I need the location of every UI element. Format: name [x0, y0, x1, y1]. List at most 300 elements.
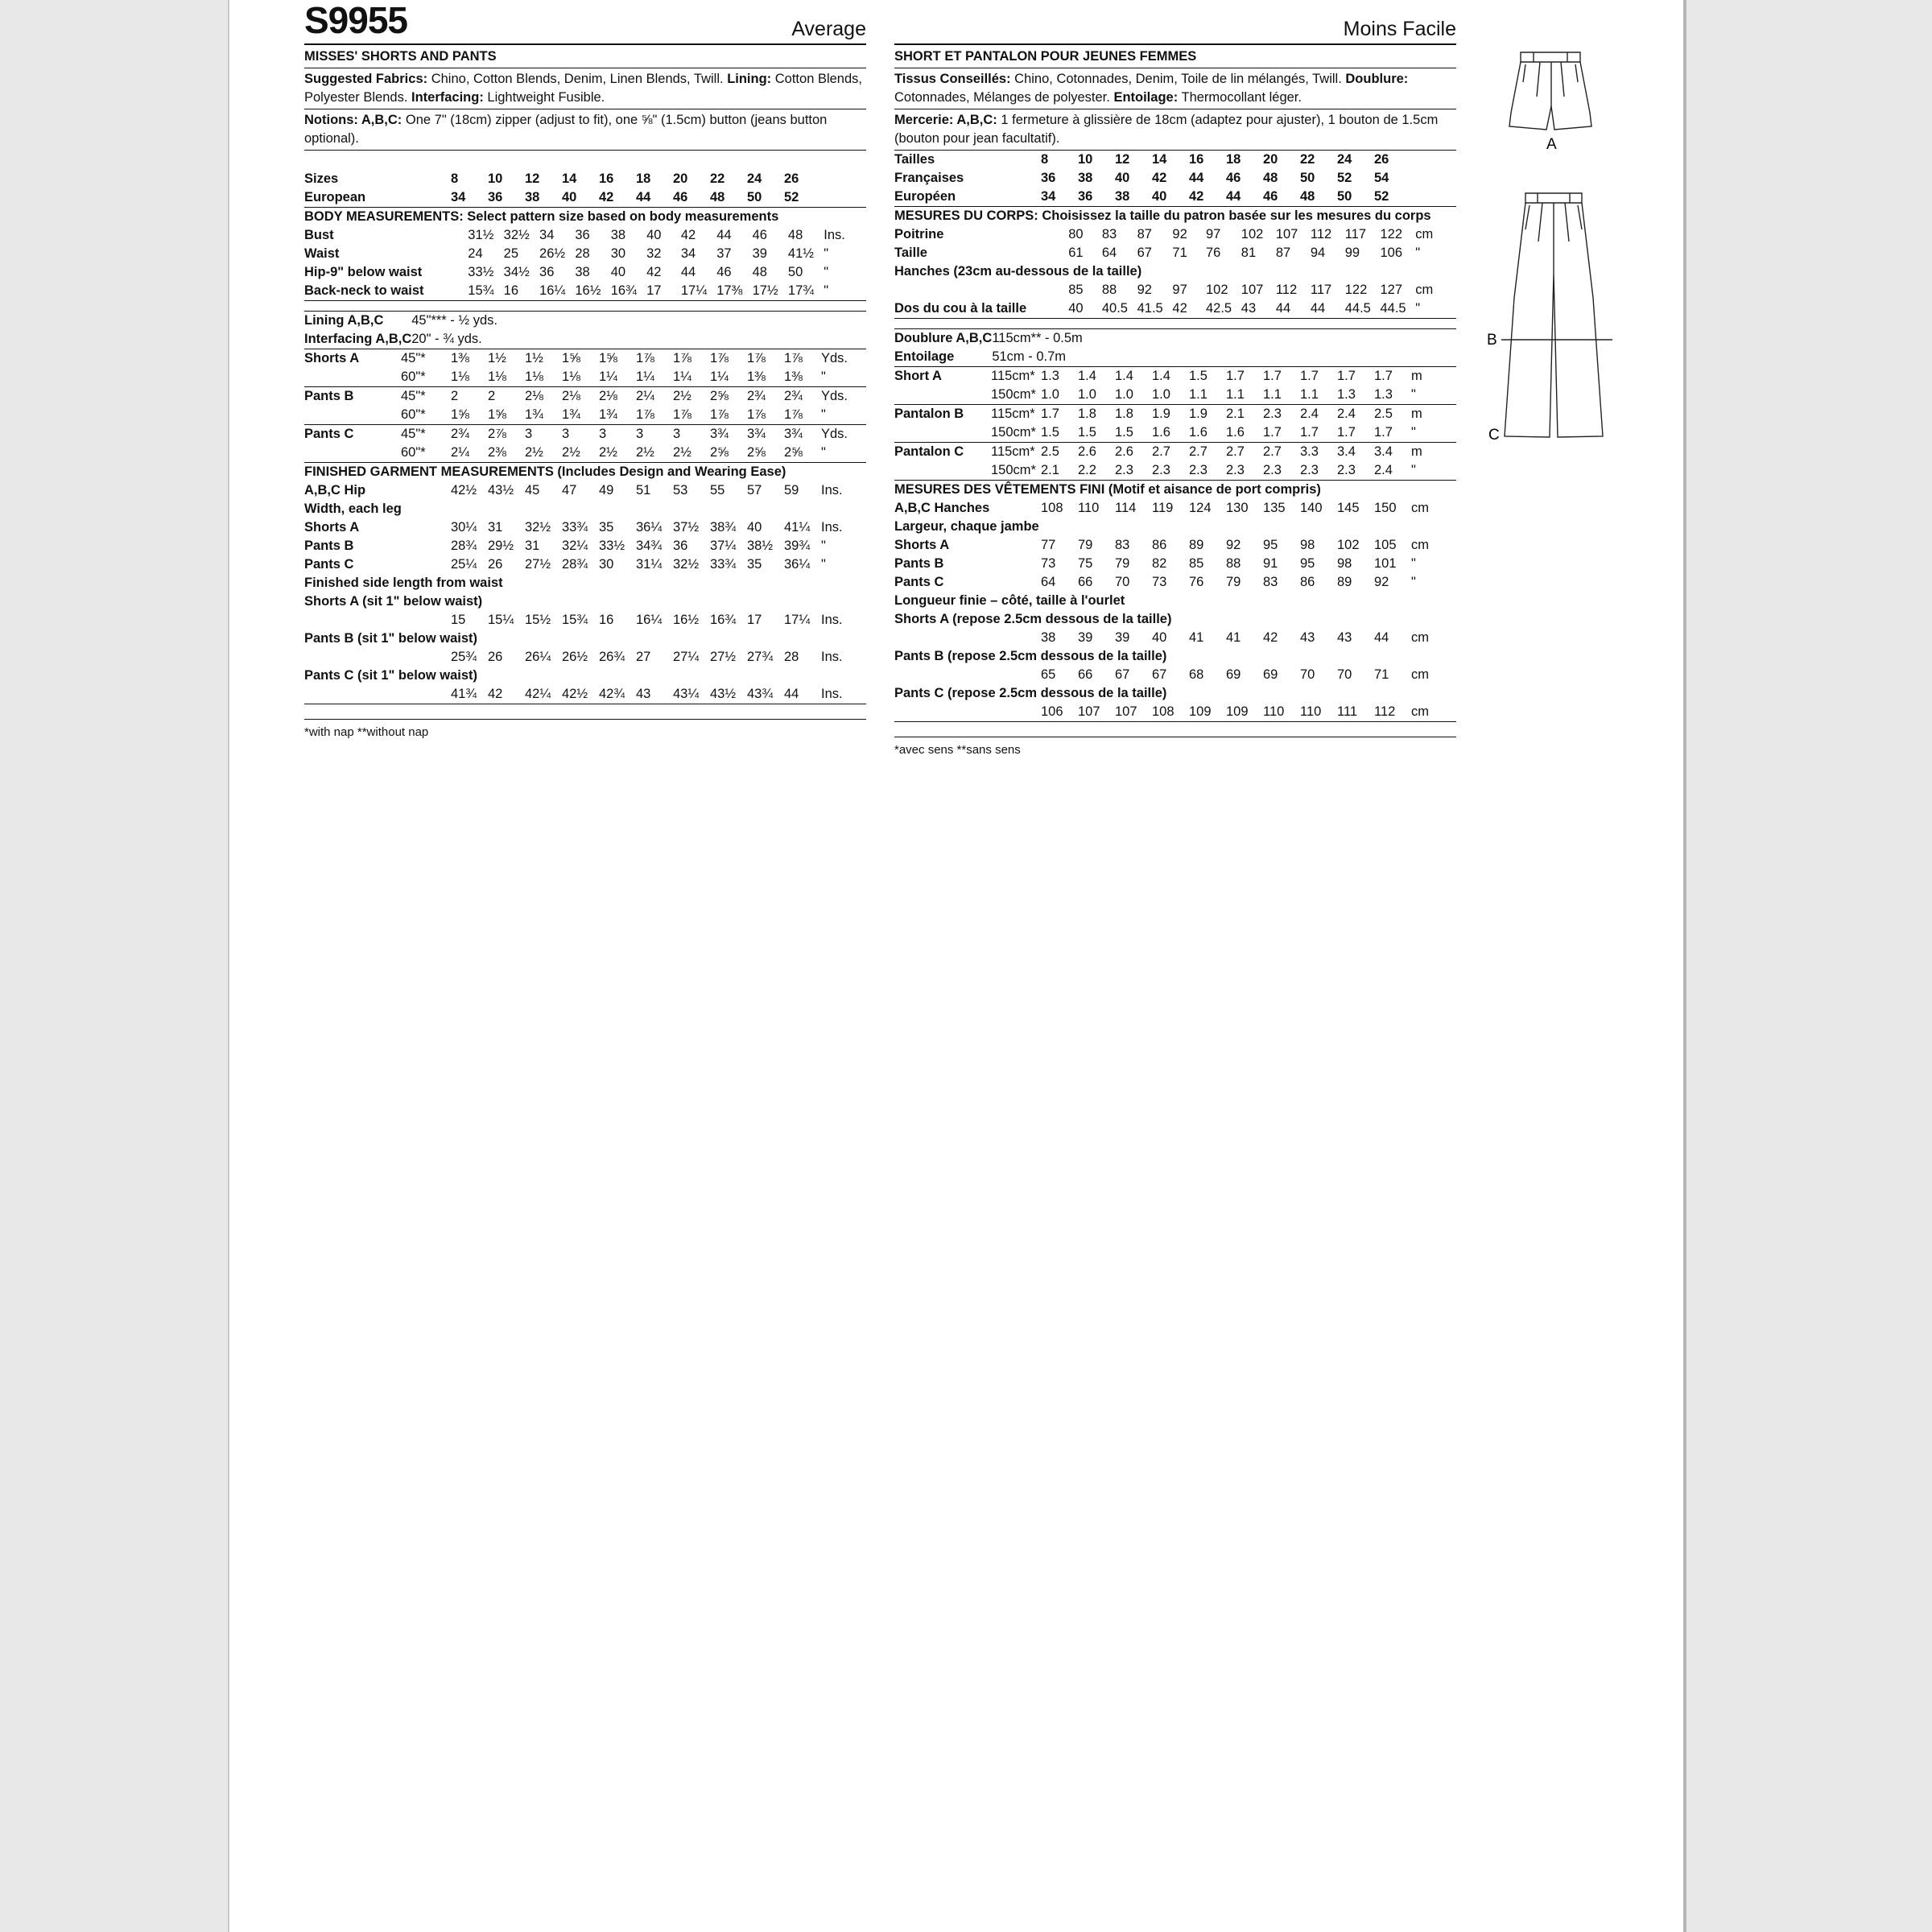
table-cell: 1⅞: [747, 351, 766, 365]
measurement-table: [894, 328, 1456, 366]
table-cell: 1½: [525, 351, 543, 365]
garment-title: MISSES' SHORTS AND PANTS: [304, 45, 866, 68]
table-cell: 32½: [525, 520, 551, 535]
table-cell: 1¾: [599, 407, 617, 422]
table-cell: 2⅜: [488, 445, 506, 460]
table-cell: 2.6: [1115, 444, 1133, 459]
table-cell: 26: [488, 650, 503, 664]
table-cell: 107: [1078, 704, 1100, 719]
table-cell: 135: [1263, 501, 1286, 515]
table-cell: 2.6: [1078, 444, 1096, 459]
view-a-label: A: [1546, 136, 1557, 153]
table-cell: 36: [488, 190, 503, 204]
table-cell: 38: [610, 228, 626, 242]
table-cell: 2.3: [1263, 463, 1282, 477]
table-cell: 110: [1078, 501, 1100, 515]
table-cell: 99: [1344, 246, 1360, 260]
table-cell: 43: [1300, 630, 1315, 645]
table-row: 60"* 1⅝ 1⅝ 1¾ 1¾ 1¾ 1⅞ 1⅞ 1⅞ 1⅞ 1⅞ ": [304, 406, 866, 424]
table-cell: 1⅜: [747, 369, 766, 384]
table-row: A,B,C Hip 42½ 43½ 45 47 49 51 53 55 57 59 Ins.: [304, 481, 866, 500]
row-label: [894, 281, 1026, 299]
table-cell: 20: [673, 171, 688, 186]
table-cell: 32½: [503, 228, 530, 242]
table-cell: 17: [646, 283, 662, 298]
table-cell: 16¼: [539, 283, 566, 298]
table-cell: 2½: [673, 445, 691, 460]
table-cell: 3¾: [710, 427, 729, 441]
table-cell: 25¼: [451, 557, 477, 572]
table-cell: 50: [1337, 189, 1352, 204]
row-label: [304, 444, 401, 462]
table-cell: 1.5: [1189, 369, 1208, 383]
table-cell: 109: [1189, 704, 1212, 719]
table-cell: 108: [1152, 704, 1174, 719]
table-cell: 33½: [599, 539, 625, 553]
table-cell: 55: [710, 483, 725, 497]
fabrics-text: Suggested Fabrics: Chino, Cotton Blends, Denim, Linen Blends, Twill. Lining: Cotton Blends, Polyester Blends. Interfacing: Lightweight Fusible.: [304, 68, 866, 109]
table-cell: 42½: [451, 483, 477, 497]
row-label: Tailles: [894, 152, 935, 167]
table-cell: 71: [1374, 667, 1389, 682]
table-cell: 1.1: [1263, 387, 1282, 402]
table-cell: 40: [747, 520, 762, 535]
table-cell: 49: [599, 483, 614, 497]
row-label: Pants C (sit 1" below waist): [304, 668, 478, 683]
table-cell: 51: [636, 483, 651, 497]
table-cell: 38: [1041, 630, 1056, 645]
table-cell: 3.4: [1374, 444, 1393, 459]
row-label: A,B,C Hanches: [894, 501, 990, 515]
table-cell: 3¾: [747, 427, 766, 441]
table-cell: 97: [1172, 283, 1187, 297]
table-row: Poitrine 80 83 87 92 97 102 107 112 117 122 cm: [894, 225, 1456, 244]
table-cell: 1.9: [1152, 407, 1170, 421]
table-cell: 41½: [787, 246, 815, 261]
fabrics-text: Tissus Conseillés: Chino, Cotonnades, Denim, Toile de lin mélangés, Twill. Doublure: Cotonnades, Mélanges de polyester. Entoilage: Thermocollant léger.: [894, 68, 1456, 109]
table-cell: 1¼: [710, 369, 729, 384]
table-cell: 1.9: [1189, 407, 1208, 421]
table-cell: 94: [1310, 246, 1326, 260]
garment-line-art: [1487, 32, 1864, 483]
table-cell: 36¼: [784, 557, 811, 572]
table-cell: 2.2: [1078, 463, 1096, 477]
table-cell: 87: [1137, 227, 1152, 242]
table-cell: 1¾: [562, 407, 580, 422]
table-cell: 85: [1068, 283, 1084, 297]
table-cell: 1.7: [1374, 369, 1393, 383]
table-cell: 2¼: [636, 389, 654, 403]
table-cell: 83: [1101, 227, 1117, 242]
table-cell: 3: [636, 427, 644, 441]
table-cell: 46: [752, 228, 767, 242]
table-cell: 40: [1115, 171, 1130, 185]
table-cell: 42: [488, 687, 503, 701]
table-cell: 29½: [488, 539, 514, 553]
table-cell: 1.7: [1041, 407, 1059, 421]
table-cell: 102: [1206, 283, 1228, 297]
table-row: Pants C 45"* 2¾ 2⅞ 3 3 3 3 3 3¾ 3¾ 3¾ Yds.: [304, 425, 866, 444]
table-cell: 50: [747, 190, 762, 204]
table-cell: 40.5: [1101, 301, 1128, 316]
measurement-table: [304, 208, 866, 301]
table-cell: 25¾: [451, 650, 477, 664]
table-cell: 44: [1189, 171, 1204, 185]
table-cell: 40: [1152, 630, 1167, 645]
table-cell: 36: [575, 228, 590, 242]
table-cell: 2¾: [747, 389, 766, 403]
table-cell: 42: [599, 190, 614, 204]
table-cell: 27½: [710, 650, 737, 664]
table-cell: 101: [1374, 556, 1397, 571]
row-label: Short A: [894, 369, 942, 383]
table-cell: 1⅞: [673, 351, 691, 365]
row-label: [304, 648, 401, 667]
table-cell: 67: [1152, 667, 1167, 682]
pattern-code: S9955: [304, 0, 408, 41]
table-cell: 1.3: [1041, 369, 1059, 383]
table-row: 150cm* 1.0 1.0 1.0 1.0 1.1 1.1 1.1 1.1 1.3 1.3 ": [894, 386, 1456, 404]
table-cell: 1⅝: [599, 351, 617, 365]
row-label: Sizes: [304, 171, 339, 186]
row-label: Longueur finie – côté, taille à l'ourlet: [894, 593, 1125, 608]
table-cell: 1⅛: [451, 369, 469, 384]
table-cell: 1.8: [1115, 407, 1133, 421]
table-cell: 32½: [673, 557, 700, 572]
table-cell: 40: [646, 228, 662, 242]
section-title: MESURES DU CORPS: Choisissez la taille du patron basée sur les mesures du corps: [894, 208, 1431, 223]
table-cell: 2: [488, 389, 496, 403]
table-cell: 32: [646, 246, 662, 261]
table-cell: 12: [525, 171, 540, 186]
table-cell: 1.6: [1152, 425, 1170, 440]
table-cell: 2.7: [1226, 444, 1245, 459]
table-row: Pantalon C 115cm* 2.5 2.6 2.6 2.7 2.7 2.7 2.7 3.3 3.4 3.4 m: [894, 443, 1456, 462]
table-cell: 50: [1300, 171, 1315, 185]
table-cell: 67: [1115, 667, 1130, 682]
table-cell: 26: [784, 171, 799, 186]
table-cell: 70: [1115, 575, 1130, 589]
table-cell: 38: [525, 190, 540, 204]
table-cell: 140: [1300, 501, 1323, 515]
table-cell: 88: [1226, 556, 1241, 571]
table-cell: 42: [1152, 171, 1167, 185]
difficulty-rating: Moins Facile: [1343, 18, 1456, 40]
table-cell: 2⅛: [525, 389, 543, 403]
table-cell: 17⅜: [716, 283, 743, 298]
table-row: 25¾ 26 26¼ 26½ 26¾ 27 27¼ 27½ 27¾ 28 Ins.: [304, 648, 866, 667]
table-cell: 1⅜: [451, 351, 469, 365]
table-cell: 52: [784, 190, 799, 204]
table-cell: 73: [1041, 556, 1056, 571]
table-row: 38 39 39 40 41 41 42 43 43 44 cm: [894, 629, 1456, 647]
table-cell: 1.7: [1263, 425, 1282, 440]
table-cell: 31: [488, 520, 503, 535]
table-cell: 26: [488, 557, 503, 572]
table-cell: 1.8: [1078, 407, 1096, 421]
row-label: Shorts A: [304, 520, 360, 535]
row-label: Pants B (repose 2.5cm dessous de la taille): [894, 649, 1167, 663]
table-cell: 43: [1337, 630, 1352, 645]
table-cell: 1.1: [1226, 387, 1245, 402]
row-label: Poitrine: [894, 227, 944, 242]
table-cell: 1.7: [1337, 425, 1356, 440]
table-cell: 81: [1241, 246, 1257, 260]
table-cell: 22: [710, 171, 725, 186]
table-cell: 1⅜: [784, 369, 803, 384]
table-cell: 109: [1226, 704, 1249, 719]
table-cell: 24: [1337, 152, 1352, 167]
table-cell: 38: [575, 265, 590, 279]
measurement-table: [894, 442, 1456, 480]
table-cell: 40: [610, 265, 626, 279]
table-cell: 1.6: [1189, 425, 1208, 440]
table-cell: 1.0: [1078, 387, 1096, 402]
table-cell: 15: [451, 613, 466, 627]
row-label: Pantalon B: [894, 407, 964, 421]
table-cell: 1.4: [1115, 369, 1133, 383]
table-cell: 40: [562, 190, 577, 204]
table-cell: 107: [1241, 283, 1264, 297]
table-row: [894, 169, 1456, 188]
table-cell: 36: [673, 539, 688, 553]
table-cell: 2½: [636, 445, 654, 460]
footnote: *with nap **without nap: [304, 719, 866, 741]
row-label: Taille: [894, 246, 927, 260]
table-cell: 1⅞: [747, 407, 766, 422]
english-column: [304, 0, 866, 741]
row-label: [894, 461, 991, 480]
table-cell: 15¼: [488, 613, 514, 627]
table-cell: 2.3: [1300, 463, 1319, 477]
pants-bc-drawing: [1501, 193, 1612, 437]
table-cell: 26: [1374, 152, 1389, 167]
table-cell: 48: [1263, 171, 1278, 185]
table-row: Short A 115cm* 1.3 1.4 1.4 1.4 1.5 1.7 1.7 1.7 1.7 1.7 m: [894, 367, 1456, 386]
table-cell: 46: [716, 265, 732, 279]
table-cell: 43¾: [747, 687, 774, 701]
table-row: Taille 61 64 67 71 76 81 87 94 99 106 ": [894, 244, 1456, 262]
table-cell: 70: [1300, 667, 1315, 682]
table-cell: 22: [1300, 152, 1315, 167]
table-cell: 15¾: [562, 613, 588, 627]
table-cell: 28: [575, 246, 590, 261]
table-cell: 79: [1078, 538, 1093, 552]
table-cell: 46: [673, 190, 688, 204]
table-cell: 26¾: [599, 650, 625, 664]
table-cell: 111: [1337, 704, 1358, 719]
table-cell: 16: [599, 171, 614, 186]
row-label: Européen: [894, 189, 956, 204]
table-cell: 41: [1189, 630, 1204, 645]
table-cell: 42.5: [1206, 301, 1232, 316]
table-cell: 2⅛: [562, 389, 580, 403]
table-cell: 42½: [562, 687, 588, 701]
section-title: BODY MEASUREMENTS: Select pattern size based on body measurements: [304, 209, 779, 224]
table-cell: 1⅝: [488, 407, 506, 422]
table-cell: 1⅞: [784, 407, 803, 422]
table-row: 85 88 92 97 102 107 112 117 122 127 cm: [894, 281, 1456, 299]
table-cell: 38¾: [710, 520, 737, 535]
table-cell: 92: [1172, 227, 1187, 242]
table-row: 15 15¼ 15½ 15¾ 16 16¼ 16½ 16¾ 17 17¼ Ins.: [304, 611, 866, 630]
table-cell: 59: [784, 483, 799, 497]
table-cell: 86: [1300, 575, 1315, 589]
table-cell: 34: [680, 246, 696, 261]
table-cell: 48: [1300, 189, 1315, 204]
table-cell: 44: [636, 190, 651, 204]
table-row: Pants C 25¼ 26 27½ 28¾ 30 31¼ 32½ 33¾ 35 36¼ ": [304, 555, 866, 574]
table-row: 60"* 2¼ 2⅜ 2½ 2½ 2½ 2½ 2½ 2⅝ 2⅝ 2⅝ ": [304, 444, 866, 462]
notions-text: Notions: A,B,C: One 7" (18cm) zipper (adjust to fit), one ⅝" (1.5cm) button (jeans button optional).: [304, 109, 866, 151]
table-cell: 39: [752, 246, 767, 261]
table-cell: 17¼: [784, 613, 811, 627]
table-cell: 127: [1380, 283, 1403, 297]
table-cell: 110: [1300, 704, 1322, 719]
table-cell: 3: [525, 427, 533, 441]
table-cell: 98: [1337, 556, 1352, 571]
measurement-table: [304, 170, 866, 208]
table-cell: 31: [525, 539, 540, 553]
row-label: [304, 406, 401, 424]
table-cell: 1.3: [1337, 387, 1356, 402]
table-cell: 66: [1078, 575, 1093, 589]
table-cell: 42: [1189, 189, 1204, 204]
table-cell: 1¼: [673, 369, 691, 384]
table-cell: 36¼: [636, 520, 663, 535]
table-cell: 35: [747, 557, 762, 572]
table-cell: 92: [1137, 283, 1152, 297]
table-cell: 2¼: [451, 445, 469, 460]
table-cell: 68: [1189, 667, 1204, 682]
header: [894, 0, 1456, 45]
table-row: 106 107 107 108 109 109 110 110 111 112 cm: [894, 703, 1456, 722]
row-label: Pants C: [894, 575, 944, 589]
table-cell: 44: [1275, 301, 1291, 316]
table-cell: 33½: [468, 265, 494, 279]
table-cell: 28¾: [562, 557, 588, 572]
measurement-tables: [894, 151, 1456, 722]
table-cell: 2¾: [451, 427, 469, 441]
table-row: Hip-9" below waist 33½ 34½ 36 38 40 42 44 46 48 50 ": [304, 263, 866, 282]
table-cell: 15¾: [468, 283, 494, 298]
table-cell: 38½: [747, 539, 774, 553]
table-row: Pants C 64 66 70 73 76 79 83 86 89 92 ": [894, 573, 1456, 592]
table-cell: 1.0: [1041, 387, 1059, 402]
table-cell: 27: [636, 650, 651, 664]
measurement-table: [894, 151, 1456, 207]
table-cell: 2½: [599, 445, 617, 460]
table-cell: 105: [1374, 538, 1397, 552]
row-label: Pants B: [894, 556, 944, 571]
table-cell: 42: [680, 228, 696, 242]
table-cell: 18: [1226, 152, 1241, 167]
table-cell: 2.3: [1115, 463, 1133, 477]
table-cell: 1⅛: [525, 369, 543, 384]
table-cell: 34: [539, 228, 555, 242]
table-cell: 37½: [673, 520, 700, 535]
table-row: [894, 188, 1456, 207]
table-cell: 48: [787, 228, 803, 242]
table-cell: 39: [1115, 630, 1130, 645]
table-cell: 86: [1152, 538, 1167, 552]
table-cell: 1⅞: [673, 407, 691, 422]
table-cell: 34½: [503, 265, 530, 279]
measurement-table: [304, 349, 866, 386]
table-cell: 1.1: [1189, 387, 1208, 402]
table-cell: 1.0: [1152, 387, 1170, 402]
table-cell: 2⅛: [599, 389, 617, 403]
table-cell: 87: [1275, 246, 1291, 260]
table-cell: 44: [1310, 301, 1326, 316]
row-label: A,B,C Hip: [304, 483, 366, 497]
table-cell: 30: [599, 557, 614, 572]
table-cell: 65: [1041, 667, 1056, 682]
table-cell: 44: [1226, 189, 1241, 204]
table-cell: 37: [716, 246, 732, 261]
table-cell: 95: [1300, 556, 1315, 571]
header: [304, 0, 866, 45]
measurement-table: [894, 480, 1456, 722]
table-row: Bust 31½ 32½ 34 36 38 40 42 44 46 48 Ins.: [304, 226, 866, 245]
table-cell: 75: [1078, 556, 1093, 571]
table-cell: 2.5: [1041, 444, 1059, 459]
table-cell: 2⅞: [488, 427, 506, 441]
table-cell: 26½: [539, 246, 566, 261]
row-label: Pantalon C: [894, 444, 964, 459]
table-cell: 46: [1263, 189, 1278, 204]
table-cell: 28: [784, 650, 799, 664]
table-cell: 102: [1241, 227, 1264, 242]
table-cell: 2.1: [1226, 407, 1245, 421]
table-cell: 117: [1344, 227, 1367, 242]
table-cell: 36: [539, 265, 555, 279]
row-label: Pants C (repose 2.5cm dessous de la taille): [894, 686, 1167, 700]
table-cell: 2½: [525, 445, 543, 460]
row-label: [894, 703, 991, 722]
table-row: Pants B 45"* 2 2 2⅛ 2⅛ 2⅛ 2¼ 2½ 2⅝ 2¾ 2¾ Yds.: [304, 387, 866, 407]
table-cell: 112: [1275, 283, 1298, 297]
measurement-table: [304, 386, 866, 424]
table-cell: 2.1: [1041, 463, 1059, 477]
row-label: Shorts A: [894, 538, 950, 552]
table-cell: 92: [1226, 538, 1241, 552]
table-cell: 36: [1041, 171, 1056, 185]
table-cell: 42: [1263, 630, 1278, 645]
table-cell: 1⅝: [562, 351, 580, 365]
table-row: A,B,C Hanches 108 110 114 119 124 130 135 140 145 150 cm: [894, 499, 1456, 518]
table-cell: 1.7: [1300, 369, 1319, 383]
table-cell: 18: [636, 171, 651, 186]
table-row: Shorts A 45"* 1⅜ 1½ 1½ 1⅝ 1⅝ 1⅞ 1⅞ 1⅞ 1⅞ 1⅞ Yds.: [304, 349, 866, 369]
table-cell: 77: [1041, 538, 1056, 552]
table-cell: 16: [1189, 152, 1204, 167]
table-cell: 1¾: [525, 407, 543, 422]
table-cell: 92: [1374, 575, 1389, 589]
table-cell: 44.5: [1380, 301, 1406, 316]
table-row: 60"* 1⅛ 1⅛ 1⅛ 1⅛ 1¼ 1¼ 1¼ 1¼ 1⅜ 1⅜ ": [304, 368, 866, 386]
row-label: Pants B (sit 1" below waist): [304, 631, 478, 646]
table-cell: 40: [1068, 301, 1084, 316]
table-cell: 16½: [673, 613, 700, 627]
measurement-table: [894, 404, 1456, 442]
table-cell: 106: [1380, 246, 1403, 260]
table-cell: 44: [680, 265, 696, 279]
table-cell: 38: [1078, 171, 1093, 185]
table-cell: 39¾: [784, 539, 811, 553]
table-cell: 52: [1337, 171, 1352, 185]
table-cell: 2⅝: [710, 445, 729, 460]
